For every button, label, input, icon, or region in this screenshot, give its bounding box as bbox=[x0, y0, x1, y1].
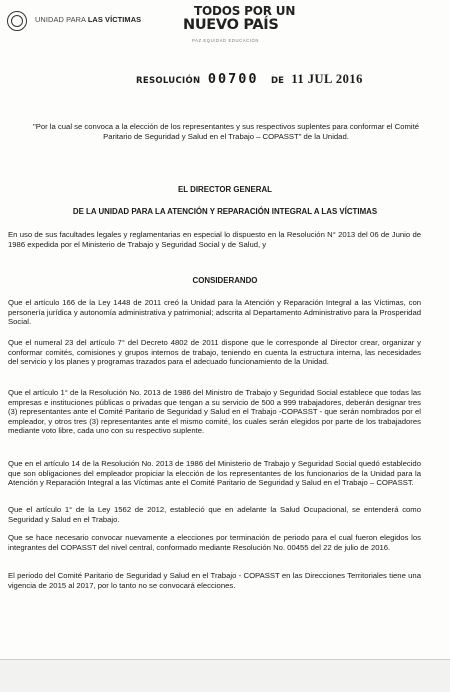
unit-name: UNIDAD PARA LAS VÍCTIMAS bbox=[35, 15, 142, 24]
considerando-paragraph: El periodo del Comité Paritario de Seguridad y Salud en el Trabajo - COPASST en las Direcciones Territoriales tiene una vigencia de 2015 al 2017, por lo tanto no se convocará elecciones. bbox=[8, 571, 421, 590]
considerando-paragraph: Que el artículo 166 de la Ley 1448 de 2011 creó la Unidad para la Atención y Reparación Integral a las Víctimas, con personería jurídica y autonomía administrativa y patrimonial; adscrita al Departamento Administrativo para la Prosperidad Social. bbox=[8, 298, 421, 326]
resolution-label: RESOLUCIÓN bbox=[136, 76, 201, 86]
government-logo bbox=[183, 4, 296, 54]
considerando-paragraph: Que el artículo 1° de la Ley 1562 de 2012, estableció que en adelante la Salud Ocupacional, se entenderá como Seguridad y Salud en el Trabajo. bbox=[8, 505, 421, 524]
unit-logo bbox=[7, 11, 167, 35]
unit-heading: DE LA UNIDAD PARA LA ATENCIÓN Y REPARACIÓN INTEGRAL A LAS VÍCTIMAS bbox=[72, 207, 378, 216]
considerando-heading: CONSIDERANDO bbox=[192, 276, 258, 285]
logo-line2: NUEVO PAÍS bbox=[183, 17, 279, 33]
considerando-paragraph: Que se hace necesario convocar nuevamente a elecciones por terminación de periodo para el cual fueron elegidos los integrantes del COPASST del nivel central, conformado mediante Resolución No. 00455 del 22 de julio de 2016. bbox=[8, 533, 421, 552]
logo-line1: TODOS POR UN bbox=[194, 4, 296, 18]
intro-text: "Por la cual se convoca a la elección de los representantes y sus respectivos suplentes para conformar el Comité Paritario de Seguridad y Salud en el Trabajo – COPASST" de la Unidad. bbox=[32, 122, 420, 141]
seal-icon bbox=[7, 11, 27, 31]
considerando-paragraph: Que el artículo 1° de la Resolución No. 2013 de 1986 del Ministro de Trabajo y Seguridad Social establece que todas las empresas e instituciones públicas o privadas que tengan a su servicio de 500 a 999 trabajadores, deberán designar tres (3) representantes ante el Comité Paritario de Seguridad y Salud en el Trabajo -COPASST - que serán nombrados por el empleador, y otros tres (3) representantes ante el mismo comité, los cuales serán elegidos por parte de los trabajadores mediante voto libre, cada uno con su respectivo suplente. bbox=[8, 388, 421, 435]
resolution-date: 11 JUL 2016 bbox=[291, 72, 363, 86]
resolution-line bbox=[136, 70, 363, 88]
director-heading: EL DIRECTOR GENERAL bbox=[178, 185, 272, 194]
resolution-number: 00700 bbox=[207, 71, 259, 87]
considerando-paragraph: Que el numeral 23 del artículo 7° del Decreto 4802 de 2011 dispone que le corresponde al Director crear, organizar y conformar comités, comisiones y grupos internos de trabajo, teniendo en cuenta la estructura interna, las necesidades del servicio y los planes y programas trazados para el adecuado funcionamiento de la Unidad. bbox=[8, 338, 421, 366]
page-footer-area bbox=[0, 660, 450, 692]
powers-paragraph: En uso de sus facultades legales y reglamentarias en especial lo dispuesto en la Resolución N° 2013 del 06 de Junio de 1986 expedida por el Ministerio de Trabajo y Seguridad Social y de Salud, y bbox=[8, 230, 421, 249]
logo-tagline: PAZ EQUIDAD EDUCACIÓN bbox=[192, 38, 259, 43]
considerando-paragraph: Que en el artículo 14 de la Resolución No. 2013 de 1986 del Ministerio de Trabajo y Seguridad Social quedó establecido que son obligaciones del empleador propiciar la elección de los representantes de los funcionarios de la Unidad para la Atención y Reparación Integral a las Víctimas ante el Comité Paritario de Seguridad y Salud en el Trabajo – COPASST. bbox=[8, 459, 421, 487]
resolution-de: DE bbox=[271, 76, 284, 86]
